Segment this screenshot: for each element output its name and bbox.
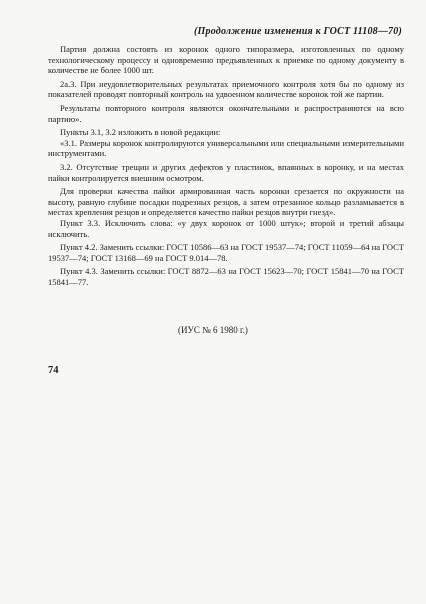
paragraph: Для проверки качества пайки армированная часть коронки срезается по окружности на высоту, равную глубине посадки подрезных резцов, а затем отрезанное кольцо разламывается в местах крепления резцов и определяется качество пайки резцов внутри гнезд». (48, 186, 404, 218)
paragraph: Пункты 3.1, 3.2 изложить в новой редакции: (60, 127, 221, 138)
paragraph: Результаты повторного контроля являются окончательными и распространяются на всю партию». (48, 102, 404, 124)
paragraph: 3.2. Отсутствие трещин и других дефектов у пластинок, впаянных в коронку, и на местах пайки контролируется внешним осмотром. (48, 161, 404, 183)
paragraph: Пункт 4.2. Заменить ссылки: ГОСТ 10586—63 на ГОСТ 19537—74; ГОСТ 11059—64 на ГОСТ 19537—74; ГОСТ 13168—69 на ГОСТ 9.014—78. (48, 242, 404, 263)
paragraph: Партия должна состоять из коронок одного типоразмера, изготовленных по одному технологическому процессу и одновременно предъявленных к приемке по одному документу в количестве не более 1000 шт. (48, 44, 404, 76)
publication-note: (ИУС № 6 1980 г.) (178, 325, 248, 335)
page-header: (Продолжение изменения к ГОСТ 11108—70) (194, 26, 402, 37)
page-number: 74 (48, 365, 59, 376)
paragraph: 2а.3. При неудовлетворительных результатах приемочного контроля хотя бы по одному из показателей проводят повторный контроль на удвоенном количестве коронок той же партии. (48, 78, 404, 100)
body-text (48, 44, 404, 287)
paragraph: Пункт 3.3. Исключить слова: «у двух коронок от 1000 штук»; второй и третий абзацы исключить. (48, 217, 404, 239)
paragraph: «3.1. Размеры коронок контролируются универсальными или специальными измерительными инструментами. (48, 137, 404, 159)
paragraph: Пункт 4.3. Заменить ссылки: ГОСТ 8872—63 на ГОСТ 15623—70; ГОСТ 15841—70 на ГОСТ 15841—77. (48, 266, 404, 287)
